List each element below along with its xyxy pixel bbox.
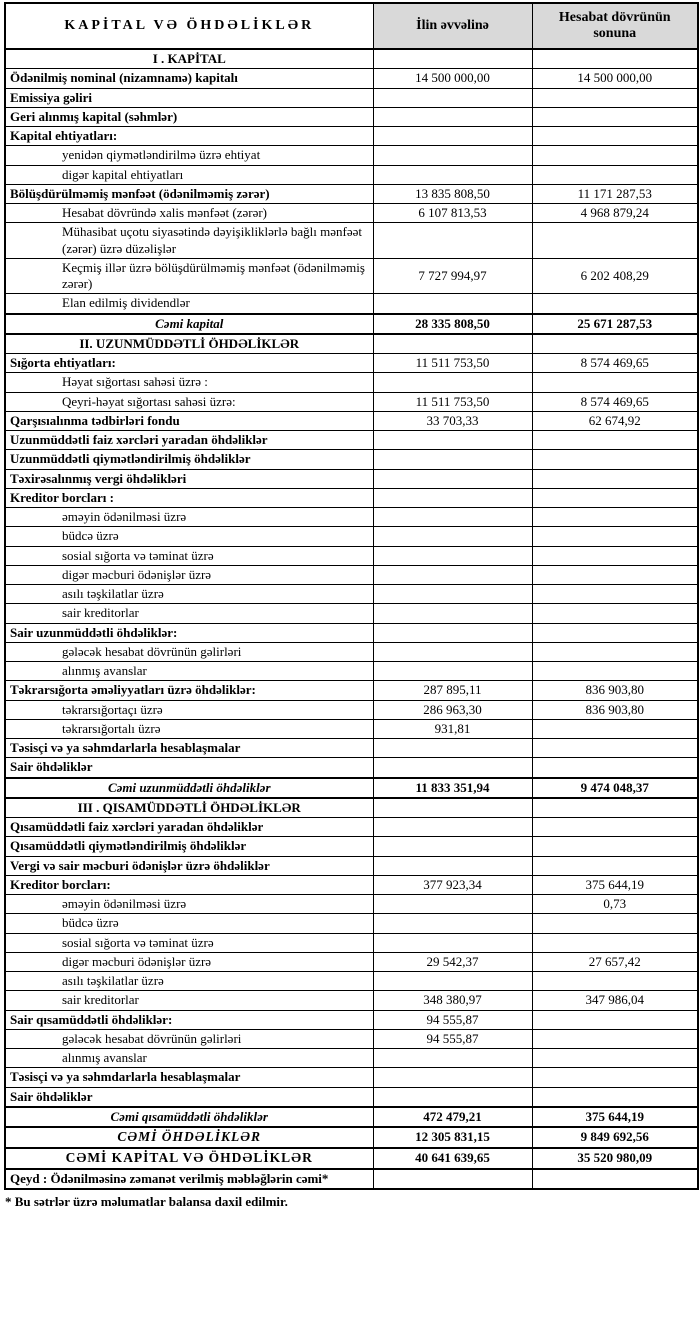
row-label: Mühasibat uçotu siyasətində dəyişikliklərlə bağlı mənfəət (zərər) üzrə düzəlişlər bbox=[5, 223, 373, 259]
table-row bbox=[5, 875, 698, 894]
row-label: asılı təşkilatlar üzrə bbox=[5, 972, 373, 991]
row-label: digər məcburi ödənişlər üzrə bbox=[5, 952, 373, 971]
value-beginning-of-year bbox=[373, 604, 532, 623]
row-label: alınmış avanslar bbox=[5, 1049, 373, 1068]
value-end-of-period bbox=[532, 837, 698, 856]
value-end-of-period: 375 644,19 bbox=[532, 1107, 698, 1127]
value-beginning-of-year: 11 511 753,50 bbox=[373, 392, 532, 411]
row-label: Həyat sığortası sahəsi üzrə : bbox=[5, 373, 373, 392]
value-beginning-of-year bbox=[373, 1049, 532, 1068]
row-label: Bölüşdürülməmiş mənfəət (ödənilməmiş zərər) bbox=[5, 184, 373, 203]
header-capital-and-liabilities: KAPİTAL VƏ ÖHDƏLİKLƏR bbox=[5, 3, 373, 49]
value-beginning-of-year bbox=[373, 508, 532, 527]
value-end-of-period bbox=[532, 450, 698, 469]
table-row bbox=[5, 184, 698, 203]
table-row bbox=[5, 758, 698, 778]
row-label: Elan edilmiş dividendlər bbox=[5, 294, 373, 314]
value-beginning-of-year: 287 895,11 bbox=[373, 681, 532, 700]
value-beginning-of-year bbox=[373, 798, 532, 818]
value-end-of-period: 6 202 408,29 bbox=[532, 258, 698, 294]
value-end-of-period: 11 171 287,53 bbox=[532, 184, 698, 203]
header-beginning-of-year: İlin əvvəlinə bbox=[373, 3, 532, 49]
row-label: təkrarsığortalı üzrə bbox=[5, 719, 373, 738]
table-row bbox=[5, 778, 698, 798]
balance-sheet-table bbox=[4, 2, 699, 1190]
row-label: Geri alınmış kapital (səhmlər) bbox=[5, 107, 373, 126]
value-end-of-period bbox=[532, 527, 698, 546]
value-beginning-of-year bbox=[373, 488, 532, 507]
table-row bbox=[5, 314, 698, 334]
table-row bbox=[5, 681, 698, 700]
table-row bbox=[5, 1087, 698, 1107]
table-row bbox=[5, 1127, 698, 1148]
row-label: Qeyd : Ödənilməsinə zəmanət verilmiş məbləğlərin cəmi* bbox=[5, 1169, 373, 1189]
row-label: Cəmi uzunmüddətli öhdəliklər bbox=[5, 778, 373, 798]
value-beginning-of-year: 6 107 813,53 bbox=[373, 204, 532, 223]
row-label: yenidən qiymətləndirilmə üzrə ehtiyat bbox=[5, 146, 373, 165]
value-end-of-period: 0,73 bbox=[532, 895, 698, 914]
table-row bbox=[5, 450, 698, 469]
table-row bbox=[5, 354, 698, 373]
table-header-row bbox=[5, 3, 698, 49]
value-beginning-of-year: 13 835 808,50 bbox=[373, 184, 532, 203]
table-row bbox=[5, 933, 698, 952]
row-label: əməyin ödənilməsi üzrə bbox=[5, 895, 373, 914]
value-end-of-period bbox=[532, 88, 698, 107]
value-beginning-of-year bbox=[373, 1169, 532, 1189]
value-end-of-period bbox=[532, 546, 698, 565]
value-end-of-period bbox=[532, 565, 698, 584]
table-row bbox=[5, 739, 698, 758]
value-end-of-period: 62 674,92 bbox=[532, 411, 698, 430]
value-end-of-period bbox=[532, 1068, 698, 1087]
row-label: Təkrarsığorta əməliyyatları üzrə öhdəliklər: bbox=[5, 681, 373, 700]
value-beginning-of-year: 377 923,34 bbox=[373, 875, 532, 894]
value-beginning-of-year: 286 963,30 bbox=[373, 700, 532, 719]
value-end-of-period bbox=[532, 642, 698, 661]
table-row bbox=[5, 1169, 698, 1189]
row-label: digər məcburi ödənişlər üzrə bbox=[5, 565, 373, 584]
table-row bbox=[5, 146, 698, 165]
row-label: Ödənilmiş nominal (nizamnamə) kapitalı bbox=[5, 69, 373, 88]
value-end-of-period: 375 644,19 bbox=[532, 875, 698, 894]
value-beginning-of-year bbox=[373, 837, 532, 856]
value-end-of-period bbox=[532, 818, 698, 837]
value-end-of-period: 14 500 000,00 bbox=[532, 69, 698, 88]
row-label: büdcə üzrə bbox=[5, 527, 373, 546]
value-beginning-of-year bbox=[373, 223, 532, 259]
table-row bbox=[5, 837, 698, 856]
row-label: III . QISAMÜDDƏTLİ ÖHDƏLİKLƏR bbox=[5, 798, 373, 818]
value-beginning-of-year bbox=[373, 127, 532, 146]
row-label: digər kapital ehtiyatları bbox=[5, 165, 373, 184]
value-beginning-of-year bbox=[373, 49, 532, 69]
value-beginning-of-year: 40 641 639,65 bbox=[373, 1148, 532, 1169]
value-beginning-of-year: 28 335 808,50 bbox=[373, 314, 532, 334]
value-end-of-period: 4 968 879,24 bbox=[532, 204, 698, 223]
table-row bbox=[5, 952, 698, 971]
row-label: asılı təşkilatlar üzrə bbox=[5, 585, 373, 604]
table-row bbox=[5, 431, 698, 450]
value-beginning-of-year: 94 555,87 bbox=[373, 1029, 532, 1048]
value-beginning-of-year bbox=[373, 739, 532, 758]
table-row bbox=[5, 895, 698, 914]
value-end-of-period bbox=[532, 146, 698, 165]
value-end-of-period: 9 849 692,56 bbox=[532, 1127, 698, 1148]
value-end-of-period bbox=[532, 1049, 698, 1068]
table-row bbox=[5, 546, 698, 565]
table-row bbox=[5, 1107, 698, 1127]
row-label: Qısamüddətli qiymətləndirilmiş öhdəliklər bbox=[5, 837, 373, 856]
table-row bbox=[5, 165, 698, 184]
value-beginning-of-year bbox=[373, 527, 532, 546]
value-beginning-of-year bbox=[373, 895, 532, 914]
row-label: Kapital ehtiyatları: bbox=[5, 127, 373, 146]
value-end-of-period bbox=[532, 739, 698, 758]
value-beginning-of-year: 931,81 bbox=[373, 719, 532, 738]
value-end-of-period bbox=[532, 719, 698, 738]
value-beginning-of-year bbox=[373, 972, 532, 991]
value-beginning-of-year bbox=[373, 914, 532, 933]
value-end-of-period bbox=[532, 758, 698, 778]
row-label: Kreditor borcları : bbox=[5, 488, 373, 507]
table-row bbox=[5, 818, 698, 837]
row-label: alınmış avanslar bbox=[5, 662, 373, 681]
value-beginning-of-year: 7 727 994,97 bbox=[373, 258, 532, 294]
value-beginning-of-year: 29 542,37 bbox=[373, 952, 532, 971]
row-label: CƏMİ KAPİTAL VƏ ÖHDƏLİKLƏR bbox=[5, 1148, 373, 1169]
row-label: Cəmi qısamüddətli öhdəliklər bbox=[5, 1107, 373, 1127]
value-beginning-of-year bbox=[373, 1068, 532, 1087]
row-label: Qarşısıalınma tədbirləri fondu bbox=[5, 411, 373, 430]
value-beginning-of-year bbox=[373, 165, 532, 184]
row-label: Kreditor borcları: bbox=[5, 875, 373, 894]
value-end-of-period bbox=[532, 165, 698, 184]
value-end-of-period bbox=[532, 373, 698, 392]
table-row bbox=[5, 49, 698, 69]
row-label: Uzunmüddətli faiz xərcləri yaradan öhdəliklər bbox=[5, 431, 373, 450]
row-label: Sair qısamüddətli öhdəliklər: bbox=[5, 1010, 373, 1029]
table-row bbox=[5, 527, 698, 546]
row-label: Keçmiş illər üzrə bölüşdürülməmiş mənfəət (ödənilməmiş zərər) bbox=[5, 258, 373, 294]
value-end-of-period bbox=[532, 914, 698, 933]
table-row bbox=[5, 107, 698, 126]
table-row bbox=[5, 223, 698, 259]
row-label: sosial sığorta və təminat üzrə bbox=[5, 933, 373, 952]
value-end-of-period: 8 574 469,65 bbox=[532, 392, 698, 411]
value-beginning-of-year bbox=[373, 662, 532, 681]
table-row bbox=[5, 469, 698, 488]
header-end-of-reporting-period: Hesabat dövrünün sonuna bbox=[532, 3, 698, 49]
table-row bbox=[5, 585, 698, 604]
row-label: sair kreditorlar bbox=[5, 604, 373, 623]
value-beginning-of-year bbox=[373, 856, 532, 875]
value-beginning-of-year bbox=[373, 469, 532, 488]
row-label: gələcək hesabat dövrünün gəlirləri bbox=[5, 642, 373, 661]
value-beginning-of-year bbox=[373, 294, 532, 314]
value-end-of-period bbox=[532, 623, 698, 642]
value-end-of-period: 8 574 469,65 bbox=[532, 354, 698, 373]
value-beginning-of-year: 12 305 831,15 bbox=[373, 1127, 532, 1148]
value-beginning-of-year bbox=[373, 431, 532, 450]
row-label: sair kreditorlar bbox=[5, 991, 373, 1010]
value-beginning-of-year bbox=[373, 450, 532, 469]
table-row bbox=[5, 565, 698, 584]
table-row bbox=[5, 294, 698, 314]
value-end-of-period bbox=[532, 294, 698, 314]
value-beginning-of-year bbox=[373, 334, 532, 354]
table-row bbox=[5, 488, 698, 507]
table-row bbox=[5, 258, 698, 294]
table-row bbox=[5, 1068, 698, 1087]
balance-table-body bbox=[5, 49, 698, 1189]
table-row bbox=[5, 1029, 698, 1048]
table-row bbox=[5, 914, 698, 933]
value-end-of-period bbox=[532, 127, 698, 146]
table-row bbox=[5, 127, 698, 146]
value-end-of-period bbox=[532, 469, 698, 488]
table-row bbox=[5, 972, 698, 991]
value-end-of-period bbox=[532, 1169, 698, 1189]
value-beginning-of-year: 11 833 351,94 bbox=[373, 778, 532, 798]
value-end-of-period bbox=[532, 107, 698, 126]
row-label: gələcək hesabat dövrünün gəlirləri bbox=[5, 1029, 373, 1048]
value-end-of-period bbox=[532, 431, 698, 450]
table-row bbox=[5, 604, 698, 623]
row-label: Qısamüddətli faiz xərcləri yaradan öhdəliklər bbox=[5, 818, 373, 837]
value-beginning-of-year bbox=[373, 146, 532, 165]
table-row bbox=[5, 334, 698, 354]
table-row bbox=[5, 662, 698, 681]
row-label: Qeyri-həyat sığortası sahəsi üzrə: bbox=[5, 392, 373, 411]
value-beginning-of-year: 11 511 753,50 bbox=[373, 354, 532, 373]
value-end-of-period: 836 903,80 bbox=[532, 700, 698, 719]
value-beginning-of-year bbox=[373, 546, 532, 565]
table-row bbox=[5, 719, 698, 738]
table-row bbox=[5, 642, 698, 661]
value-beginning-of-year bbox=[373, 373, 532, 392]
value-beginning-of-year: 472 479,21 bbox=[373, 1107, 532, 1127]
table-row bbox=[5, 88, 698, 107]
value-end-of-period: 347 986,04 bbox=[532, 991, 698, 1010]
value-beginning-of-year: 14 500 000,00 bbox=[373, 69, 532, 88]
row-label: Təsisçi və ya səhmdarlarla hesablaşmalar bbox=[5, 739, 373, 758]
table-row bbox=[5, 623, 698, 642]
table-row bbox=[5, 373, 698, 392]
value-end-of-period bbox=[532, 972, 698, 991]
row-label: Sığorta ehtiyatları: bbox=[5, 354, 373, 373]
row-label: Vergi və sair məcburi ödənişlər üzrə öhdəliklər bbox=[5, 856, 373, 875]
value-end-of-period bbox=[532, 508, 698, 527]
value-end-of-period bbox=[532, 604, 698, 623]
value-end-of-period bbox=[532, 1087, 698, 1107]
row-label: Sair öhdəliklər bbox=[5, 1087, 373, 1107]
row-label: Emissiya gəliri bbox=[5, 88, 373, 107]
value-end-of-period: 35 520 980,09 bbox=[532, 1148, 698, 1169]
value-beginning-of-year bbox=[373, 933, 532, 952]
value-end-of-period: 836 903,80 bbox=[532, 681, 698, 700]
value-beginning-of-year bbox=[373, 585, 532, 604]
row-label: Cəmi kapital bbox=[5, 314, 373, 334]
value-beginning-of-year bbox=[373, 758, 532, 778]
value-end-of-period bbox=[532, 856, 698, 875]
row-label: Hesabat dövründə xalis mənfəət (zərər) bbox=[5, 204, 373, 223]
value-beginning-of-year: 33 703,33 bbox=[373, 411, 532, 430]
row-label: Sair uzunmüddətli öhdəliklər: bbox=[5, 623, 373, 642]
value-beginning-of-year bbox=[373, 88, 532, 107]
table-row bbox=[5, 204, 698, 223]
table-row bbox=[5, 700, 698, 719]
value-beginning-of-year bbox=[373, 565, 532, 584]
value-beginning-of-year bbox=[373, 642, 532, 661]
value-end-of-period bbox=[532, 662, 698, 681]
table-row bbox=[5, 392, 698, 411]
value-end-of-period: 9 474 048,37 bbox=[532, 778, 698, 798]
value-end-of-period bbox=[532, 334, 698, 354]
table-row bbox=[5, 1148, 698, 1169]
value-end-of-period bbox=[532, 585, 698, 604]
value-end-of-period bbox=[532, 798, 698, 818]
row-label: təkrarsığortaçı üzrə bbox=[5, 700, 373, 719]
row-label: Təxirəsalınmış vergi öhdəlikləri bbox=[5, 469, 373, 488]
row-label: sosial sığorta və təminat üzrə bbox=[5, 546, 373, 565]
table-row bbox=[5, 1010, 698, 1029]
table-row bbox=[5, 1049, 698, 1068]
table-row bbox=[5, 411, 698, 430]
value-end-of-period bbox=[532, 933, 698, 952]
table-row bbox=[5, 991, 698, 1010]
value-beginning-of-year: 94 555,87 bbox=[373, 1010, 532, 1029]
row-label: I . KAPİTAL bbox=[5, 49, 373, 69]
value-end-of-period bbox=[532, 1010, 698, 1029]
value-end-of-period: 25 671 287,53 bbox=[532, 314, 698, 334]
value-beginning-of-year bbox=[373, 107, 532, 126]
value-beginning-of-year: 348 380,97 bbox=[373, 991, 532, 1010]
footnote-text: * Bu sətrlər üzrə məlumatlar balansa daxil edilmir. bbox=[5, 1194, 288, 1209]
value-end-of-period bbox=[532, 223, 698, 259]
row-label: Uzunmüddətli qiymətləndirilmiş öhdəliklər bbox=[5, 450, 373, 469]
table-row bbox=[5, 798, 698, 818]
table-row bbox=[5, 856, 698, 875]
row-label: əməyin ödənilməsi üzrə bbox=[5, 508, 373, 527]
value-beginning-of-year bbox=[373, 818, 532, 837]
row-label: CƏMİ ÖHDƏLİKLƏR bbox=[5, 1127, 373, 1148]
row-label: II. UZUNMÜDDƏTLİ ÖHDƏLİKLƏR bbox=[5, 334, 373, 354]
value-end-of-period bbox=[532, 488, 698, 507]
value-beginning-of-year bbox=[373, 623, 532, 642]
value-beginning-of-year bbox=[373, 1087, 532, 1107]
table-row bbox=[5, 69, 698, 88]
value-end-of-period: 27 657,42 bbox=[532, 952, 698, 971]
row-label: Təsisçi və ya səhmdarlarla hesablaşmalar bbox=[5, 1068, 373, 1087]
value-end-of-period bbox=[532, 1029, 698, 1048]
table-row bbox=[5, 508, 698, 527]
row-label: Sair öhdəliklər bbox=[5, 758, 373, 778]
row-label: büdcə üzrə bbox=[5, 914, 373, 933]
value-end-of-period bbox=[532, 49, 698, 69]
